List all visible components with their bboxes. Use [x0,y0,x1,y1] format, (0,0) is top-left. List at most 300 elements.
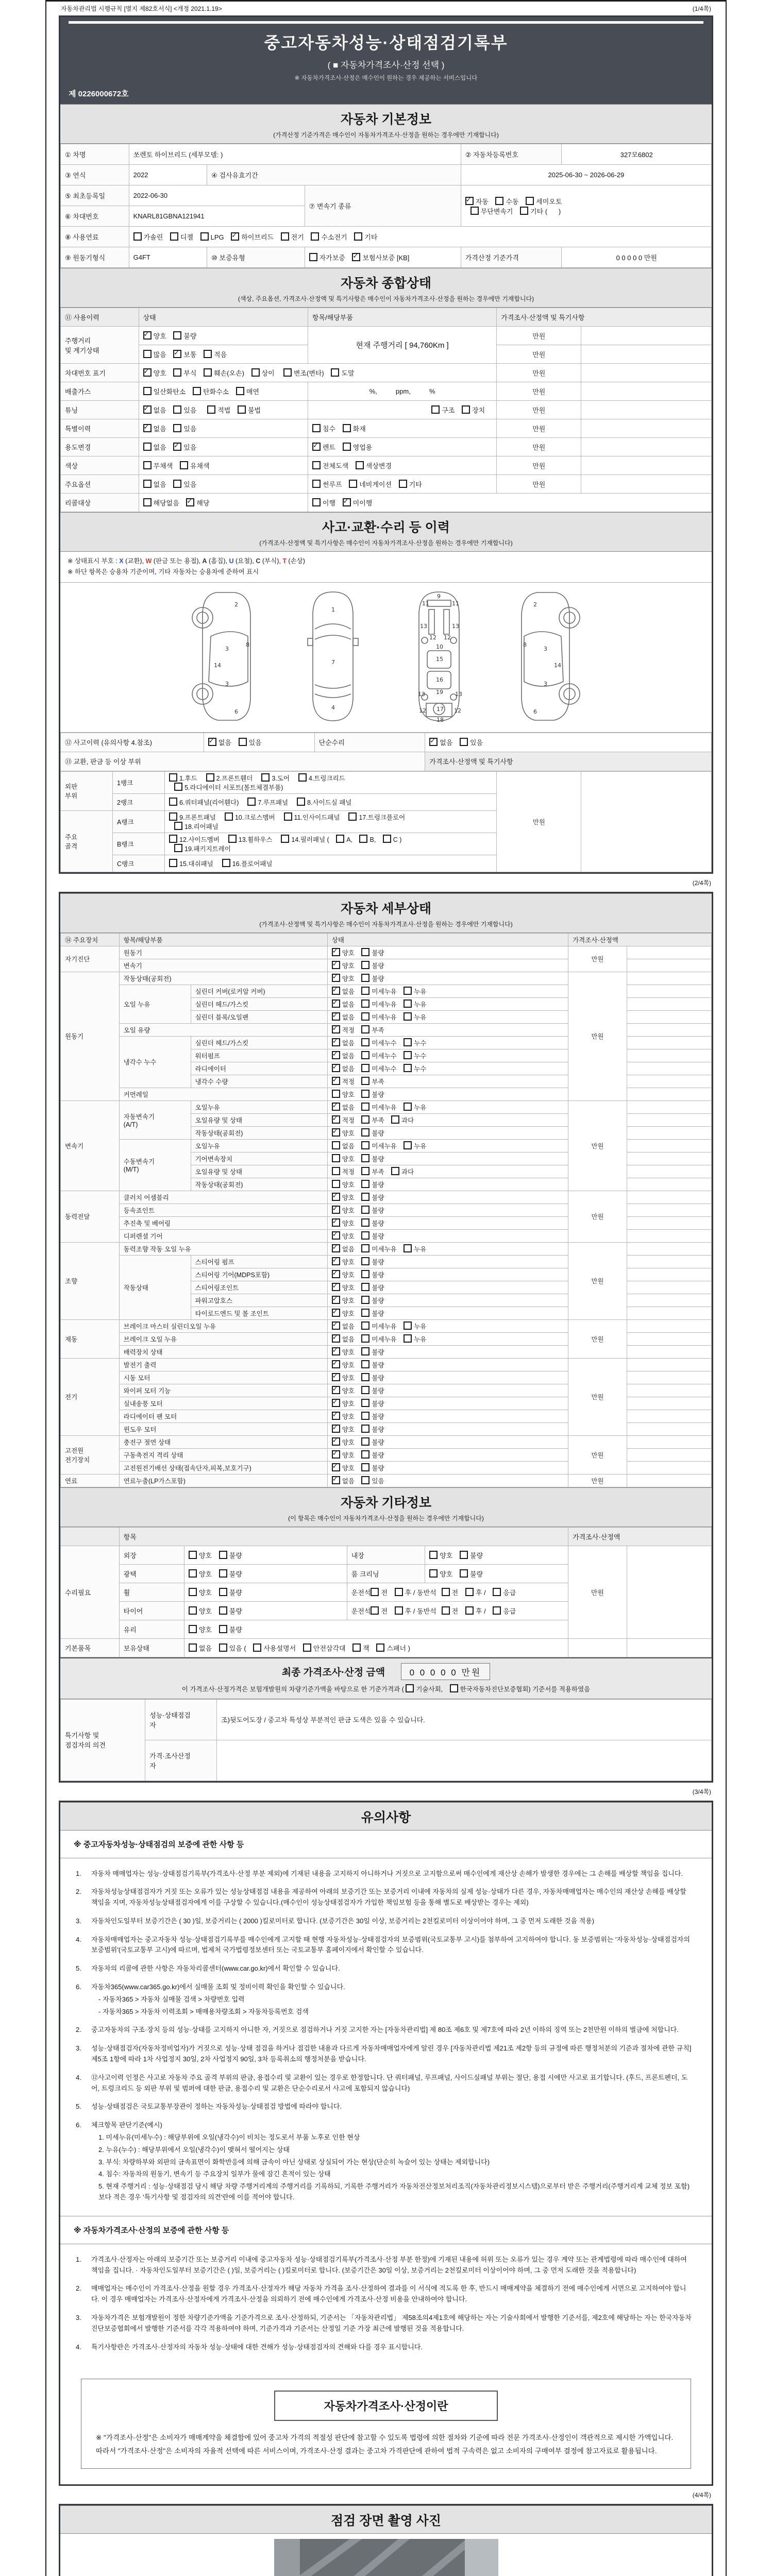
checkbox[interactable] [361,1257,369,1265]
checkbox[interactable] [204,350,212,358]
checkbox-checked[interactable] [332,1309,340,1317]
checkbox[interactable] [189,1569,197,1578]
checkbox-checked[interactable] [143,331,152,340]
checkbox[interactable] [143,443,152,451]
table-cell: 만원 [497,401,581,419]
section-photos-heading [60,2505,712,2534]
checkbox[interactable] [361,961,369,969]
checkbox-checked[interactable] [332,1206,340,1214]
checkbox[interactable] [361,1038,369,1046]
table-cell: A랭크 [113,810,165,833]
table-cell: 만원 [568,972,627,1100]
checkbox[interactable] [332,1180,340,1188]
checkbox[interactable] [429,1569,438,1578]
table-cell [627,1319,711,1332]
checkbox[interactable] [361,1425,369,1433]
checkbox[interactable] [361,1309,369,1317]
checkbox[interactable] [361,987,369,995]
checkbox[interactable] [356,461,364,469]
state-symbol: A [202,557,207,565]
checkbox[interactable] [431,405,440,414]
checkbox-checked[interactable] [429,738,438,746]
checkbox[interactable] [404,1051,412,1059]
table-cell: 작동상태 [119,1255,191,1319]
checkbox[interactable] [404,1012,412,1021]
checkbox[interactable] [143,350,152,358]
checkbox[interactable] [261,773,270,782]
notice-item [76,2255,694,2276]
checkbox[interactable] [361,1051,369,1059]
checkbox-checked[interactable] [332,1025,340,1033]
checkbox[interactable] [219,1625,227,1633]
diagram-number: 13 [452,622,459,630]
table-cell: 타이로드엔드 및 볼 조인트 [191,1307,327,1319]
etc-info-table [60,1527,712,1657]
checkbox[interactable] [352,1643,361,1652]
checkbox[interactable] [391,1167,399,1175]
checkbox[interactable] [281,232,289,241]
checkbox-checked[interactable] [465,197,474,205]
checkbox[interactable] [173,405,181,414]
table-cell: 시동 모터 [119,1371,327,1384]
checkbox[interactable] [180,461,188,469]
checkbox-checked[interactable] [332,1244,340,1252]
checkbox[interactable] [361,1090,369,1098]
checkbox[interactable] [206,773,214,782]
checkbox[interactable] [303,1643,311,1652]
checkbox-checked[interactable] [343,498,351,506]
page-gap-3 [59,2486,713,2504]
checkbox[interactable] [404,1334,412,1343]
checkbox[interactable] [442,1588,450,1596]
checkbox[interactable] [465,1606,474,1615]
checkbox[interactable] [143,498,152,506]
table-cell: 만원 [497,364,581,382]
table-cell: ✓ 양호 불량 [327,1229,568,1242]
checkbox-checked[interactable] [332,1373,340,1381]
table-cell: 커먼레일 [119,1088,327,1100]
checkbox-checked[interactable] [173,443,181,451]
checkbox[interactable] [361,1283,369,1291]
checkbox[interactable] [359,835,367,843]
checkbox[interactable] [361,1025,369,1033]
notice-heading: 유의사항 [361,1810,411,1825]
checkbox[interactable] [189,1625,197,1633]
table-cell: ⑨ 원동기형식 [61,247,129,268]
checkbox[interactable] [361,1064,369,1072]
final-price-note: 이 가격조사·산정가격은 보험개발원의 차량기준가액을 바탕으로 한 기준가격과 ( 기술사회, 한국자동차진단보증협회) 기준서를 적용하였음 [60,1684,712,1693]
checkbox[interactable] [239,738,247,746]
checkbox[interactable] [283,368,292,377]
checkbox[interactable] [404,1103,412,1111]
notice-item-text: 자동차매매업자는 중고자동차 성능·상태점검기록부를 매수인에게 고지할 때 현행 자동차성능·상태점검자의 보증범위(국토교통부 고시)를 첨부하여 고지하여야 합니다. 동 보증범위는 '자동차성능·상태점검자의 보증범위'(국토교통부 고시)에 따르며, 법제처 국가법령정보센터 또는 국토교통부 홈페이지에서 확인할 수 있습니다. [91,1935,690,1954]
column-header [61,1527,120,1546]
checkbox[interactable] [354,232,362,241]
checkbox[interactable] [173,368,181,377]
checkbox[interactable] [470,207,479,215]
checkbox[interactable] [284,812,292,821]
document-frame [45,0,727,2576]
checkbox[interactable] [312,424,321,432]
checkbox[interactable] [404,1244,412,1252]
checkbox-checked[interactable] [186,498,194,506]
table-cell: 만원 [568,946,627,972]
checkbox[interactable] [361,1231,369,1240]
checkbox[interactable] [332,1154,340,1162]
table-cell: 2025-06-30 ~ 2026-06-29 [461,165,711,185]
checkbox[interactable] [219,1551,227,1559]
checkbox[interactable] [143,461,152,469]
checkbox[interactable] [143,387,152,395]
checkbox-checked[interactable] [332,1399,340,1407]
checkbox[interactable] [361,1373,369,1381]
checkbox[interactable] [225,812,233,821]
checkbox[interactable] [371,1588,379,1596]
checkbox-checked[interactable] [332,999,340,1008]
table-cell: 327모6802 [562,144,712,165]
checkbox[interactable] [395,1606,403,1615]
checkbox-checked[interactable] [173,350,181,358]
checkbox[interactable] [493,1606,501,1615]
diagram-number: 19 [436,688,443,696]
checkbox-checked[interactable] [332,974,340,982]
checkbox[interactable] [404,999,412,1008]
checkbox[interactable] [462,405,470,414]
checkbox[interactable] [361,1244,369,1252]
diagram-number: 8 [523,641,527,648]
table-cell: ✓ 적정 부족 [327,1023,568,1036]
checkbox[interactable] [189,1588,197,1596]
checkbox-checked[interactable] [143,424,152,432]
checkbox-checked[interactable] [332,1283,340,1291]
checkbox[interactable] [133,232,142,241]
checkbox[interactable] [404,1141,412,1149]
checkbox[interactable] [343,443,351,451]
checkbox[interactable] [238,405,246,414]
checkbox-checked[interactable] [332,1412,340,1420]
basic-heading: 자동차 기본정보 [341,112,431,127]
checkbox[interactable] [361,1154,369,1162]
checkbox[interactable] [404,1321,412,1330]
checkbox[interactable] [204,368,212,377]
checkbox[interactable] [361,1103,369,1111]
checkbox-checked[interactable] [332,1334,340,1343]
table-cell: ✓ 없음 있음 [139,419,308,438]
checkbox[interactable] [174,783,182,791]
checkbox-checked[interactable] [332,987,340,995]
checkbox[interactable] [361,1386,369,1394]
diagram-number: 14 [214,662,221,669]
table-cell: 양호 불량 [184,1620,568,1638]
checkbox[interactable] [297,798,305,806]
checkbox[interactable] [406,1684,414,1692]
checkbox[interactable] [331,368,339,377]
table-cell: ✓ 적정 부족 [327,1075,568,1088]
checkbox[interactable] [404,1038,412,1046]
notice-item [76,1869,694,1879]
checkbox-checked[interactable] [352,253,360,261]
checkbox[interactable] [219,1569,227,1578]
checkbox-checked[interactable] [332,961,340,969]
page-marker-2: (2/4쪽) [692,879,711,887]
table-cell [627,1062,711,1075]
checkbox[interactable] [332,1090,340,1098]
checkbox-checked[interactable] [332,1038,340,1046]
checkbox[interactable] [371,1606,379,1615]
checkbox-checked[interactable] [332,1425,340,1433]
checkbox-checked[interactable] [332,1347,340,1355]
checkbox[interactable] [361,1360,369,1368]
table-cell [627,1384,711,1397]
checkbox[interactable] [173,424,181,432]
checkbox[interactable] [312,480,321,488]
checkbox[interactable] [376,1643,384,1652]
checkbox[interactable] [404,1064,412,1072]
notice-item [76,2043,694,2065]
checkbox[interactable] [143,480,152,488]
checkbox[interactable] [442,1606,450,1615]
checkbox[interactable] [336,835,344,843]
checkbox[interactable] [193,387,201,395]
checkbox[interactable] [349,480,357,488]
checkbox-checked[interactable] [332,1193,340,1201]
checkbox[interactable] [312,461,321,469]
checkbox[interactable] [207,405,215,414]
notice-block1-body [60,1858,712,2216]
photos-heading: 점검 장면 촬영 사진 [330,2513,442,2528]
checkbox-checked[interactable] [332,1231,340,1240]
checkbox-checked[interactable] [332,1386,340,1394]
checkbox[interactable] [169,798,177,806]
table-cell: 발전기 출력 [119,1358,327,1371]
checkbox[interactable] [361,1180,369,1188]
table-cell: ⑦ 변속기 종류 [305,185,461,227]
checkbox[interactable] [312,498,321,506]
checkbox[interactable] [361,1437,369,1446]
checkbox[interactable] [526,197,534,205]
table-cell: ✓ 양호 불량 [327,1268,568,1281]
checkbox[interactable] [361,1334,369,1343]
checkbox[interactable] [391,1115,399,1124]
checkbox[interactable] [361,974,369,982]
diagram-number: 2 [234,601,238,608]
checkbox-checked[interactable] [143,405,152,414]
checkbox[interactable] [361,1206,369,1214]
notice-item-text: 자동차의 리콜에 관한 사항은 자동차리콜센터(www.car.go.kr)에서 확인할 수 있습니다. [91,1964,340,1973]
checkbox-checked[interactable] [332,1103,340,1111]
table-cell: 냉각수 누수 [119,1036,191,1088]
car-diagram-side-left [188,589,265,724]
checkbox[interactable] [520,207,528,215]
document-note: ※ 자동차가격조사·산정은 매수인이 원하는 경우 제공하는 서비스입니다 [294,75,478,81]
checkbox[interactable] [493,1588,501,1596]
checkbox[interactable] [236,387,244,395]
page-3 [59,1801,713,2486]
table-cell: ✓ 양호 불량 [327,1294,568,1307]
checkbox[interactable] [332,1141,340,1149]
checkbox[interactable] [348,812,357,821]
checkbox-checked[interactable] [332,1296,340,1304]
checkbox[interactable] [189,1643,197,1652]
checkbox[interactable] [495,197,503,205]
table-cell: 만원 [568,1474,627,1487]
checkbox[interactable] [361,1296,369,1304]
checkbox-checked[interactable] [312,443,321,451]
checkbox-checked[interactable] [332,1128,340,1137]
checkbox[interactable] [200,232,209,241]
checkbox-checked[interactable] [143,368,152,377]
checkbox-checked[interactable] [208,738,216,746]
checkbox-checked[interactable] [332,1051,340,1059]
checkbox-checked[interactable] [332,1321,340,1330]
table-cell [581,401,712,419]
checkbox[interactable] [361,948,369,956]
diagram-number: 8 [246,641,249,648]
table-cell [627,1010,711,1023]
checkbox-checked[interactable] [332,1257,340,1265]
diagram-number: 4 [331,704,335,711]
checkbox[interactable] [169,812,177,821]
checkbox[interactable] [253,1643,261,1652]
checkbox[interactable] [361,1450,369,1459]
checkbox[interactable] [173,480,181,488]
table-cell [627,1113,711,1126]
checkbox[interactable] [361,1399,369,1407]
checkbox[interactable] [460,738,468,746]
checkbox-checked[interactable] [332,1064,340,1072]
checkbox[interactable] [361,1463,369,1471]
checkbox[interactable] [311,232,319,241]
table-cell: 주요옵션 [61,475,139,494]
table-cell: 만원 [497,382,581,401]
checkbox-checked[interactable] [332,1270,340,1278]
checkbox[interactable] [189,1551,197,1559]
checkbox[interactable] [173,331,181,340]
checkbox[interactable] [174,844,182,852]
table-cell [581,327,712,345]
table-cell: 9.프론트패널 10.크로스멤버 11.인사이드패널 17.트렁크플로어 18.리어패널 [165,810,497,833]
checkbox[interactable] [361,1270,369,1278]
table-cell: 주요 골격 [61,810,113,872]
checkbox[interactable] [169,835,177,843]
table-cell [627,1100,711,1113]
page-2 [59,892,713,1783]
checkbox[interactable] [251,368,260,377]
table-cell: ✓ 양호 불량 [327,1397,568,1410]
checkbox[interactable] [170,232,178,241]
checkbox[interactable] [361,1347,369,1355]
table-cell: 파워고압호스 [191,1294,327,1307]
checkbox-checked[interactable] [332,948,340,956]
notice-item [76,2342,694,2353]
checkbox[interactable] [404,987,412,995]
notice-item-number: 3. [76,2314,81,2322]
checkbox[interactable] [460,1569,468,1578]
checkbox[interactable] [219,1588,227,1596]
checkbox[interactable] [169,773,177,782]
checkbox[interactable] [361,1476,369,1484]
table-cell: ④ 검사유효기간 [207,165,461,185]
checkbox[interactable] [219,1606,227,1615]
notice-item-text: 특기사항란은 가격조사·산정자의 자동차 성능·상태에 대한 견해가 성능·상태점검자의 견해와 다를 경우 표시합니다. [91,2343,423,2351]
table-cell [627,1204,711,1216]
checkbox[interactable] [361,1077,369,1085]
checkbox[interactable] [361,1412,369,1420]
checkbox[interactable] [361,1012,369,1021]
checkbox[interactable] [219,1643,227,1652]
checkbox-checked[interactable] [332,1077,340,1085]
checkbox[interactable] [298,773,307,782]
checkbox[interactable] [361,1141,369,1149]
table-cell: 1랭크 [113,771,165,793]
table-cell: 썬루프 네비게이션 기타 [308,475,496,494]
table-cell: 조향 [61,1242,120,1319]
checkbox[interactable] [222,859,230,867]
checkbox[interactable] [465,1588,474,1596]
checkbox-checked[interactable] [332,1115,340,1124]
checkbox-checked[interactable] [332,1218,340,1227]
checkbox-checked[interactable] [332,1360,340,1368]
checkbox-checked[interactable] [332,1450,340,1459]
checkbox[interactable] [361,1218,369,1227]
checkbox-checked[interactable] [231,232,239,241]
checkbox[interactable] [361,1167,369,1175]
table-cell: ✓ 양호 불량 [327,1281,568,1294]
checkbox[interactable] [228,835,237,843]
table-cell: 자기진단 [61,946,120,972]
checkbox[interactable] [343,424,351,432]
checkbox[interactable] [281,835,289,843]
table-cell [627,1422,711,1435]
checkbox[interactable] [429,1551,438,1559]
column-header: 가격조사·산정액 [568,1527,712,1546]
notice-item-text: ⑫사고이력 인정은 사고로 자동차 주요 골격 부위의 판금, 용접수리 및 교환이 있는 경우로 한정합니다. 단 쿼터패널, 루프패널, 사이드실패널 부위는 절단, 용접 시에만 사고로 표기합니다. (후드, 프론트펜더, 도어, 트렁크리드 등 외판 부위 및 범퍼에 대한 판금, 용접수리 및 교환은 단순수리로서 사고에 포함되지 않습니다) [91,2073,688,2092]
checkbox[interactable] [361,1321,369,1330]
checkbox[interactable] [189,1606,197,1615]
table-cell: ✓ 양호 불량 [327,959,568,972]
checkbox[interactable] [450,1684,458,1692]
table-cell: 고전원전기배선 상태(접속단자,피복,보호기구) [119,1461,327,1474]
state-symbol: T [282,557,287,565]
checkbox-checked[interactable] [332,1463,340,1471]
table-cell: 윈도우 모터 [119,1422,327,1435]
table-cell: 운전석 전 후 / 동반석 전 후 / 응급 [347,1583,568,1601]
checkbox[interactable] [332,1167,340,1175]
checkbox[interactable] [169,859,177,867]
checkbox[interactable] [174,822,182,830]
checkbox[interactable] [309,253,317,261]
checkbox-checked[interactable] [332,1476,340,1484]
state-symbol-legend: ※ 상태표시 부호 : X (교환), W (판금 또는 용접), A (흠집), U (요철), C (부식), T (손상) [68,557,305,565]
checkbox-checked[interactable] [332,1437,340,1446]
checkbox[interactable] [361,999,369,1008]
checkbox-checked[interactable] [332,1012,340,1021]
checkbox[interactable] [395,1588,403,1596]
diagram-number: 13 [455,690,462,698]
checkbox[interactable] [361,1128,369,1137]
overall-subheading: (색상, 주요옵션, 가격조사·산정액 및 특기사항은 매수인이 자동차가격조사·산정을 원하는 경우에만 기재합니다) [238,295,534,302]
checkbox[interactable] [361,1115,369,1124]
checkbox[interactable] [361,1193,369,1201]
table-cell: ✓ 양호 불량 [327,1358,568,1371]
checkbox[interactable] [460,1551,468,1559]
table-cell: 1.후드 2.프론트휀더 3.도어 4.트렁크리드 5.라디에이터 서포트(볼트체결부품) [165,771,497,793]
checkbox[interactable] [247,798,256,806]
checkbox[interactable] [399,480,407,488]
table-cell: 만원 [497,419,581,438]
table-cell: 동력전달 [61,1191,120,1242]
checkbox[interactable] [383,835,391,843]
